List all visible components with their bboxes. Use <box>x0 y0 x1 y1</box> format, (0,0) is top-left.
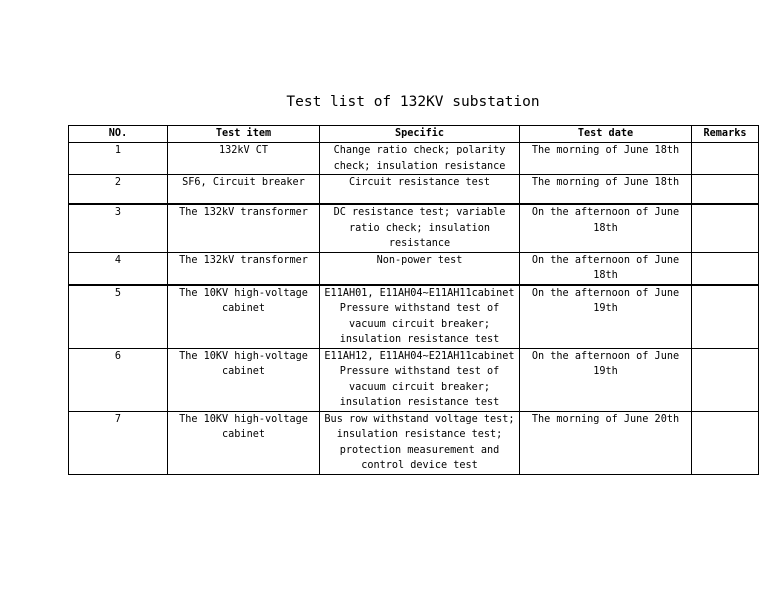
cell-no: 6 <box>69 348 168 411</box>
cell-test-date: On the afternoon of June 18th <box>520 204 692 252</box>
header-no: NO. <box>69 126 168 143</box>
cell-test-date: On the afternoon of June 19th <box>520 285 692 349</box>
table-header-row <box>69 126 759 143</box>
cell-specific: Bus row withstand voltage test; insulation resistance test; protection measurement and control device test <box>320 411 520 474</box>
header-specific: Specific <box>320 126 520 143</box>
cell-specific: DC resistance test; variable ratio check; insulation resistance <box>320 204 520 252</box>
cell-specific: Change ratio check; polarity check; insulation resistance <box>320 143 520 175</box>
cell-test-date: On the afternoon of June 18th <box>520 252 692 285</box>
cell-remarks <box>692 411 759 474</box>
table-row <box>69 348 759 411</box>
header-test-item: Test item <box>168 126 320 143</box>
cell-no: 2 <box>69 175 168 205</box>
cell-no: 1 <box>69 143 168 175</box>
table-row <box>69 252 759 285</box>
table-row <box>69 143 759 175</box>
cell-test-item: The 10KV high-voltage cabinet <box>168 411 320 474</box>
cell-remarks <box>692 175 759 205</box>
table-row <box>69 411 759 474</box>
cell-test-date: On the afternoon of June 19th <box>520 348 692 411</box>
cell-test-date: The morning of June 20th <box>520 411 692 474</box>
cell-test-item: The 132kV transformer <box>168 204 320 252</box>
table-row <box>69 204 759 252</box>
cell-test-date: The morning of June 18th <box>520 143 692 175</box>
document-title: Test list of 132KV substation <box>286 94 540 110</box>
cell-remarks <box>692 204 759 252</box>
cell-no: 3 <box>69 204 168 252</box>
cell-no: 5 <box>69 285 168 349</box>
cell-test-item: The 10KV high-voltage cabinet <box>168 285 320 349</box>
cell-test-item: The 10KV high-voltage cabinet <box>168 348 320 411</box>
cell-remarks <box>692 143 759 175</box>
cell-no: 7 <box>69 411 168 474</box>
cell-test-date: The morning of June 18th <box>520 175 692 205</box>
table-row <box>69 285 759 349</box>
test-list-table <box>68 125 759 475</box>
cell-test-item: The 132kV transformer <box>168 252 320 285</box>
cell-no: 4 <box>69 252 168 285</box>
cell-specific: Circuit resistance test <box>320 175 520 205</box>
cell-specific: Non-power test <box>320 252 520 285</box>
cell-remarks <box>692 285 759 349</box>
cell-specific: E11AH12, E11AH04~E21AH11cabinet Pressure withstand test of vacuum circuit breaker; insulation resistance test <box>320 348 520 411</box>
cell-remarks <box>692 348 759 411</box>
cell-remarks <box>692 252 759 285</box>
cell-test-item: 132kV CT <box>168 143 320 175</box>
table-row <box>69 175 759 205</box>
cell-specific: E11AH01, E11AH04~E11AH11cabinet Pressure withstand test of vacuum circuit breaker; insulation resistance test <box>320 285 520 349</box>
cell-test-item: SF6, Circuit breaker <box>168 175 320 205</box>
header-remarks: Remarks <box>692 126 759 143</box>
header-test-date: Test date <box>520 126 692 143</box>
